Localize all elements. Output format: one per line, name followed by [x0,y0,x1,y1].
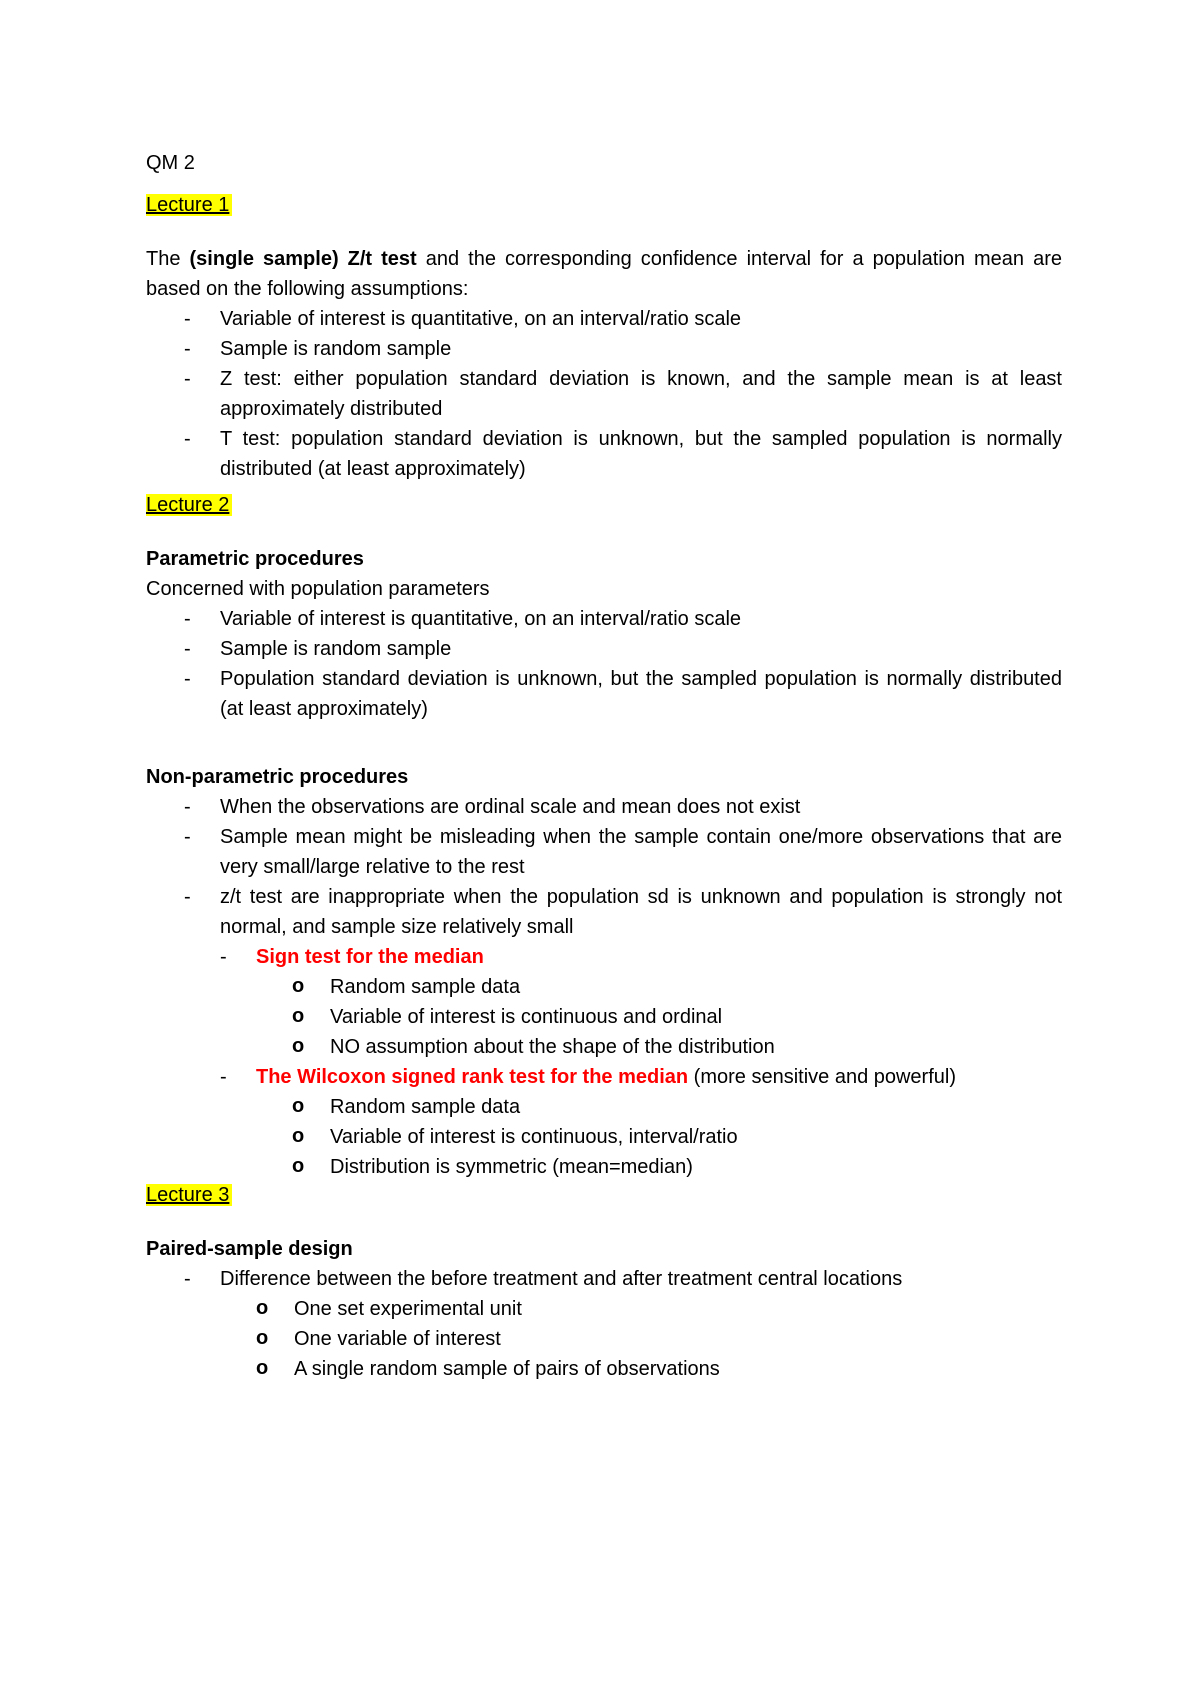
lecture-1-assumptions-list [146,304,1062,484]
list-item: - Z test: either population standard deviation is known, and the sample mean is at least approximately distributed [146,364,1062,424]
parametric-list [146,604,1062,724]
list-item: - Variable of interest is quantitative, on an interval/ratio scale [146,604,1062,634]
nonparametric-title: Non-parametric procedures [146,766,409,788]
nonparametric-section [146,762,1062,1182]
wilcoxon-item [146,1062,1062,1092]
list-item: o Distribution is symmetric (mean=median) [146,1152,1062,1182]
list-item: - Sample is random sample [146,334,1062,364]
nonparametric-tests-list [146,942,1062,972]
list-item: o One variable of interest [146,1324,1062,1354]
intro-text-1: The [146,248,190,270]
paired-list [146,1264,1062,1294]
list-item: - T test: population standard deviation is unknown, but the sampled population is normally distributed (at least approximately) [146,424,1062,484]
lecture-1-heading-line [146,190,1062,220]
wilcoxon-label: The Wilcoxon signed rank test for the median [256,1066,689,1088]
parametric-subtitle: Concerned with population parameters [146,578,490,600]
intro-bold-test-name: (single sample) Z/t test [189,248,417,270]
sign-test-label: Sign test for the median [256,946,484,968]
wilcoxon-assumptions [146,1092,1062,1182]
lecture-1-intro [146,244,1062,304]
list-item: - z/t test are inappropriate when the population sd is unknown and population is strongly not normal, and sample size relatively small [146,882,1062,942]
lecture-2-heading-line [146,490,1062,520]
list-item: o Variable of interest is continuous and ordinal [146,1002,1062,1032]
intro-text-2: and the corresponding confidence interval for a population mean are based on the following assumptions: [146,248,1062,300]
list-item: - Population standard deviation is unknown, but the sampled population is normally distributed (at least approximately) [146,664,1062,724]
list-item: o A single random sample of pairs of observations [146,1354,1062,1384]
parametric-title: Parametric procedures [146,548,364,570]
wilcoxon-note: (more sensitive and powerful) [688,1066,956,1088]
list-item: - Sample mean might be misleading when the sample contain one/more observations that are very small/large relative to the rest [146,822,1062,882]
lecture-3-heading: Lecture 3 [146,1184,232,1206]
paired-title: Paired-sample design [146,1238,353,1260]
paired-section [146,1234,1062,1384]
list-item: - Variable of interest is quantitative, on an interval/ratio scale [146,304,1062,334]
sign-test-item [146,942,1062,972]
list-item: o Variable of interest is continuous, interval/ratio [146,1122,1062,1152]
doc-title: QM 2 [146,152,195,174]
sign-test-assumptions [146,972,1062,1062]
lecture-1-heading: Lecture 1 [146,194,232,216]
nonparametric-list [146,792,1062,942]
lecture-2-heading: Lecture 2 [146,494,232,516]
list-item: o NO assumption about the shape of the distribution [146,1032,1062,1062]
lecture-1-section [146,244,1062,484]
list-item: o Random sample data [146,1092,1062,1122]
paired-subitems [146,1294,1062,1384]
lecture-3-heading-line [146,1180,1062,1210]
list-item: - Sample is random sample [146,634,1062,664]
parametric-section [146,544,1062,724]
list-item: o One set experimental unit [146,1294,1062,1324]
list-item: o Random sample data [146,972,1062,1002]
nonparametric-tests-list-2 [146,1062,1062,1092]
list-item: - Difference between the before treatment and after treatment central locations [146,1264,1062,1294]
list-item: - When the observations are ordinal scale and mean does not exist [146,792,1062,822]
